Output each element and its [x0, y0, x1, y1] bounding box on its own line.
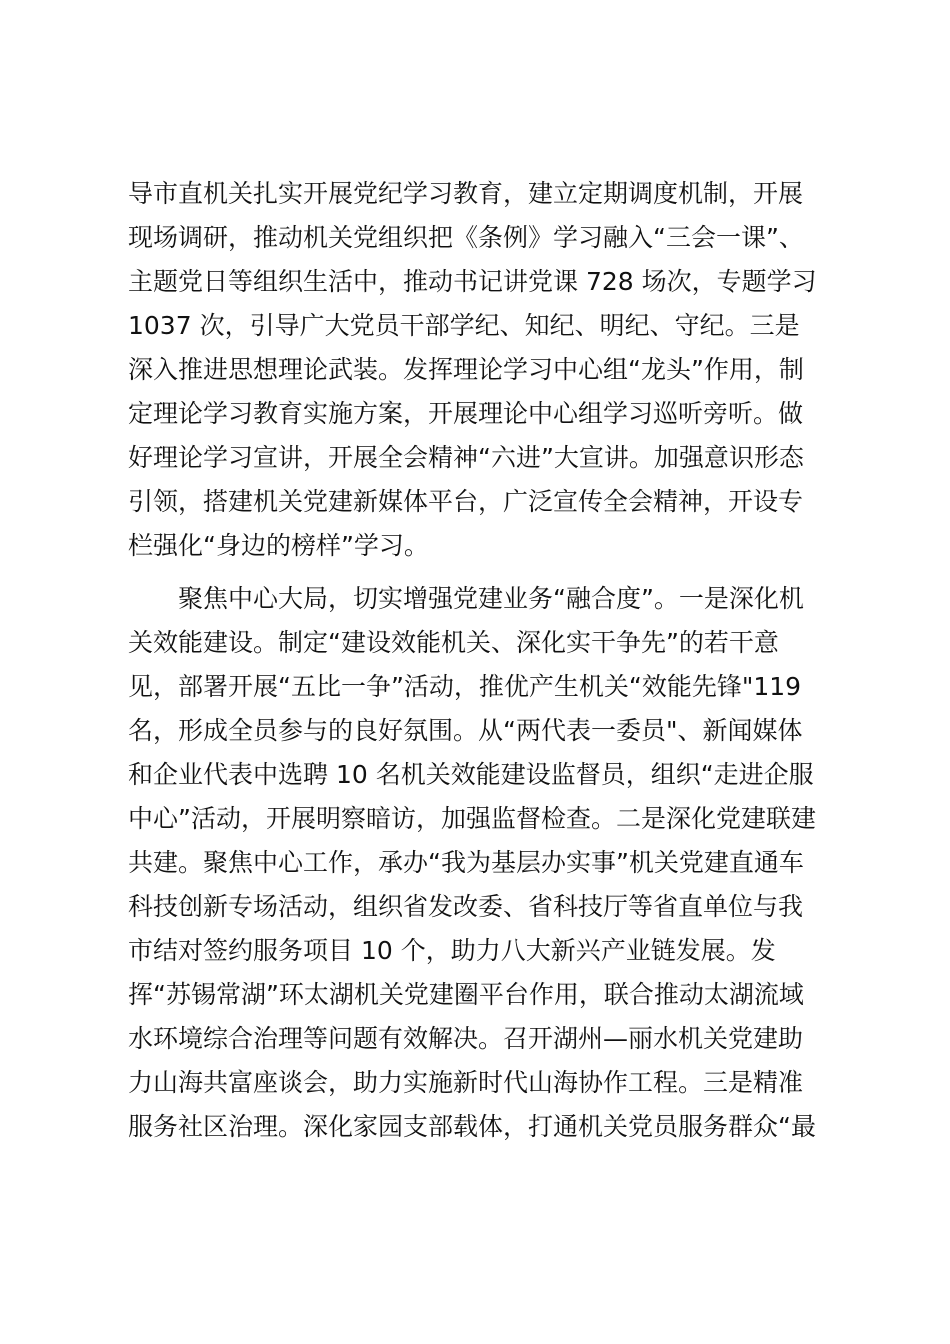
text-line: 栏强化“身边的榜样”学习。: [128, 531, 429, 560]
text-line: 见，部署开展“五比一争”活动，推优产生机关“效能先锋"119: [128, 672, 802, 701]
text-line: 中心”活动，开展明察暗访，加强监督检查。二是深化党建联建: [128, 804, 816, 833]
text-line: 服务社区治理。深化家园支部载体，打通机关党员服务群众“最: [128, 1112, 816, 1141]
text-line: 1037 次，引导广大党员干部学纪、知纪、明纪、守纪。三是: [128, 311, 800, 340]
paragraph-first-line: 聚焦中心大局，切实增强党建业务“融合度”。一是深化机: [178, 584, 804, 613]
text-line: 导市直机关扎实开展党纪学习教育，建立定期调度机制，开展: [128, 179, 804, 208]
text-line: 关效能建设。制定“建设效能机关、深化实干争先”的若干意: [128, 628, 779, 657]
text-line: 现场调研，推动机关党组织把《条例》学习融入“三会一课”、: [128, 223, 804, 252]
text-line: 挥“苏锡常湖”环太湖机关党建圈平台作用，联合推动太湖流域: [128, 980, 804, 1009]
text-line: 和企业代表中选聘 10 名机关效能建设监督员，组织“走进企服: [128, 760, 814, 789]
text-line: 深入推进思想理论武装。发挥理论学习中心组“龙头”作用，制: [128, 355, 804, 384]
text-line: 水环境综合治理等问题有效解决。召开湖州—丽水机关党建助: [128, 1024, 804, 1053]
text-line: 市结对签约服务项目 10 个，助力八大新兴产业链发展。发: [128, 936, 776, 965]
text-line: 主题党日等组织生活中，推动书记讲党课 728 场次，专题学习: [128, 267, 817, 296]
text-line: 好理论学习宣讲，开展全会精神“六进”大宣讲。加强意识形态: [128, 443, 804, 472]
text-line: 定理论学习教育实施方案，开展理论中心组学习巡听旁听。做: [128, 399, 804, 428]
text-line: 力山海共富座谈会，助力实施新时代山海协作工程。三是精准: [128, 1068, 804, 1097]
text-line: 科技创新专场活动，组织省发改委、省科技厅等省直单位与我: [128, 892, 804, 921]
text-line: 共建。聚焦中心工作，承办“我为基层办实事”机关党建直通车: [128, 848, 804, 877]
text-line: 名，形成全员参与的良好氛围。从“两代表一委员"、新闻媒体: [128, 716, 803, 745]
text-line: 引领，搭建机关党建新媒体平台，广泛宣传全会精神，开设专: [128, 487, 804, 516]
